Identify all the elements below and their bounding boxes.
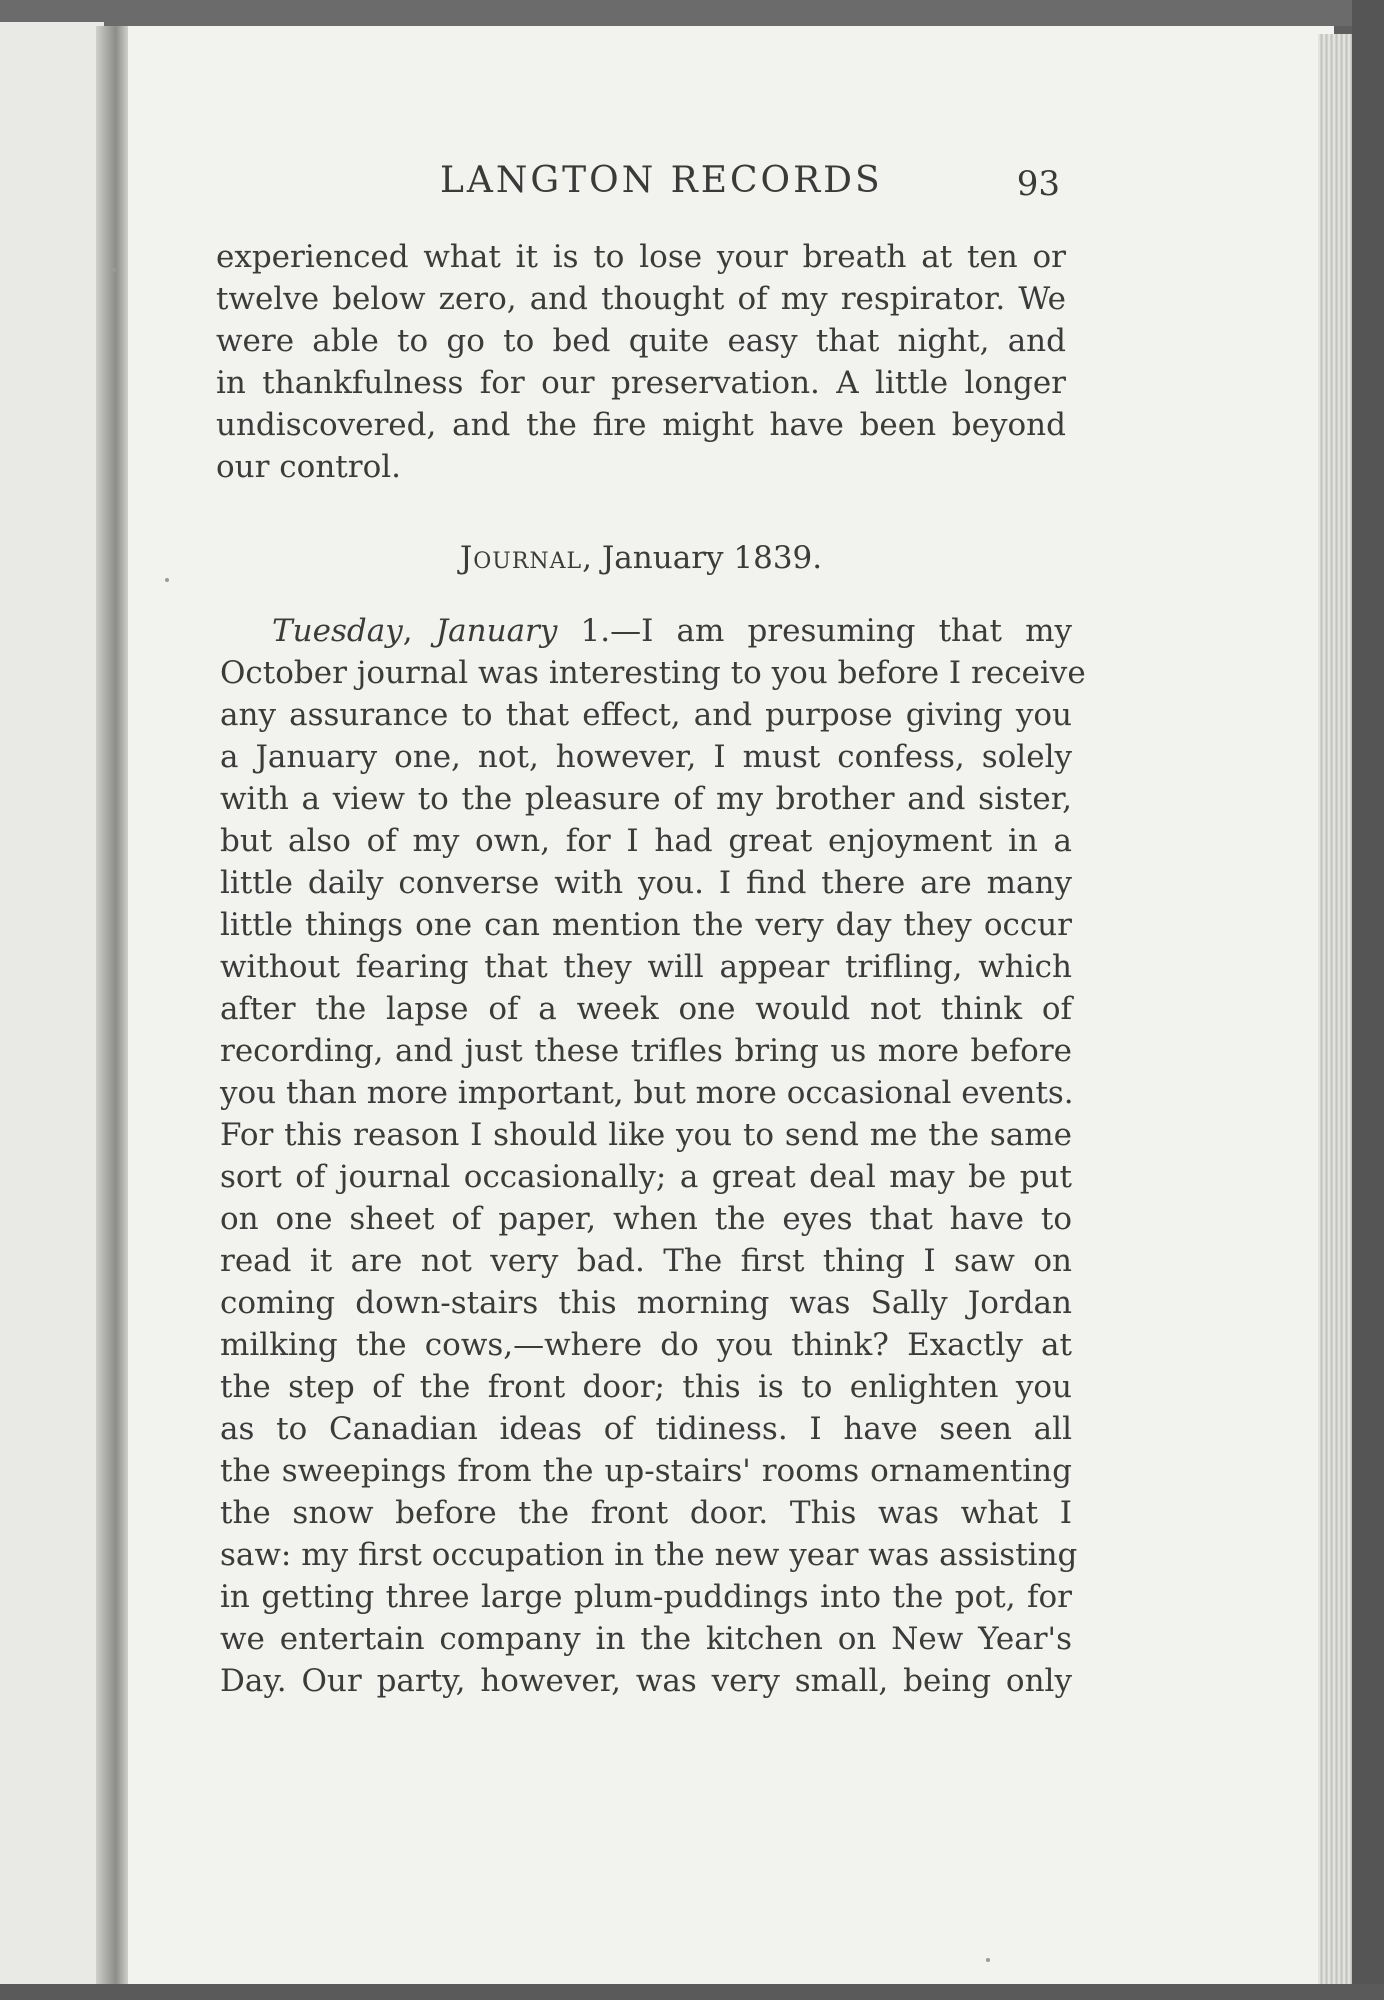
text-line: sort of journal occasionally; a great deal may be put xyxy=(220,1159,1072,1195)
page-header xyxy=(420,160,1070,220)
text-line: you than more important, but more occasional events. xyxy=(220,1075,1074,1111)
speck xyxy=(112,268,116,272)
running-title: LANGTON RECORDS xyxy=(440,160,883,201)
text-line: twelve below zero, and thought of my respirator. We xyxy=(216,281,1066,317)
text-line: experienced what it is to lose your breath at ten or xyxy=(216,239,1066,275)
text-line: any assurance to that effect, and purpose giving you xyxy=(220,697,1072,733)
entry-weekday: Tuesday xyxy=(272,613,403,649)
text-line: with a view to the pleasure of my brother and sister, xyxy=(220,781,1072,817)
text-line: little daily converse with you. I find there are many xyxy=(220,865,1072,901)
page-stack-edges xyxy=(1318,34,1356,1984)
text-line: saw: my first occupation in the new year was assisting xyxy=(220,1537,1078,1573)
entry-date-separator: , xyxy=(402,613,436,649)
text-line: our control. xyxy=(216,449,402,485)
text-line: little things one can mention the very day they occur xyxy=(220,907,1072,943)
text-line: read it are not very bad. The first thing I saw on xyxy=(220,1243,1072,1279)
text-line: October journal was interesting to you before I receive xyxy=(220,655,1086,691)
text-line: without fearing that they will appear trifling, which xyxy=(220,949,1072,985)
text-line: we entertain company in the kitchen on New Year's xyxy=(220,1621,1072,1657)
section-heading xyxy=(216,540,1066,576)
text-line: coming down-stairs this morning was Sally Jordan xyxy=(220,1285,1072,1321)
text-line: in thankfulness for our preservation. A little longer xyxy=(216,365,1066,401)
text-line: after the lapse of a week one would not think of xyxy=(220,991,1072,1027)
scanner-bottom-edge xyxy=(0,1984,1384,2000)
text-line: in getting three large plum-puddings into the pot, for xyxy=(220,1579,1072,1615)
page-number: 93 xyxy=(1016,164,1060,204)
section-heading-date: , January 1839. xyxy=(582,540,823,576)
entry-first-line xyxy=(220,610,1072,652)
scanner-right-edge xyxy=(1352,0,1384,2000)
text-line: the sweepings from the up-stairs' rooms ornamenting xyxy=(220,1453,1072,1489)
facing-page-edge xyxy=(0,22,104,2000)
text-line: as to Canadian ideas of tidiness. I have seen all xyxy=(220,1411,1072,1447)
entry-first-line-text: 1.—I am presuming that my xyxy=(557,613,1072,649)
entry-month: January xyxy=(435,613,558,649)
text-line: undiscovered, and the fire might have been beyond xyxy=(216,407,1066,443)
text-line: a January one, not, however, I must confess, solely xyxy=(220,739,1072,775)
text-line: were able to go to bed quite easy that night, and xyxy=(216,323,1066,359)
text-line: but also of my own, for I had great enjoyment in a xyxy=(220,823,1072,859)
section-heading-journal: Journal xyxy=(459,540,583,576)
scanner-top-edge xyxy=(0,0,1384,26)
text-line: For this reason I should like you to send me the same xyxy=(220,1117,1072,1153)
text-line: Day. Our party, however, was very small, being only xyxy=(220,1663,1072,1699)
book-gutter xyxy=(96,26,132,2000)
speck xyxy=(165,578,169,582)
text-line: the snow before the front door. This was what I xyxy=(220,1495,1072,1531)
journal-entry xyxy=(220,610,1086,1702)
text-line: recording, and just these trifles bring us more before xyxy=(220,1033,1072,1069)
text-line: the step of the front door; this is to enlighten you xyxy=(220,1369,1072,1405)
text-line: milking the cows,—where do you think? Exactly at xyxy=(220,1327,1072,1363)
continued-paragraph xyxy=(216,236,1066,488)
speck xyxy=(986,1958,990,1962)
text-line: on one sheet of paper, when the eyes that have to xyxy=(220,1201,1072,1237)
